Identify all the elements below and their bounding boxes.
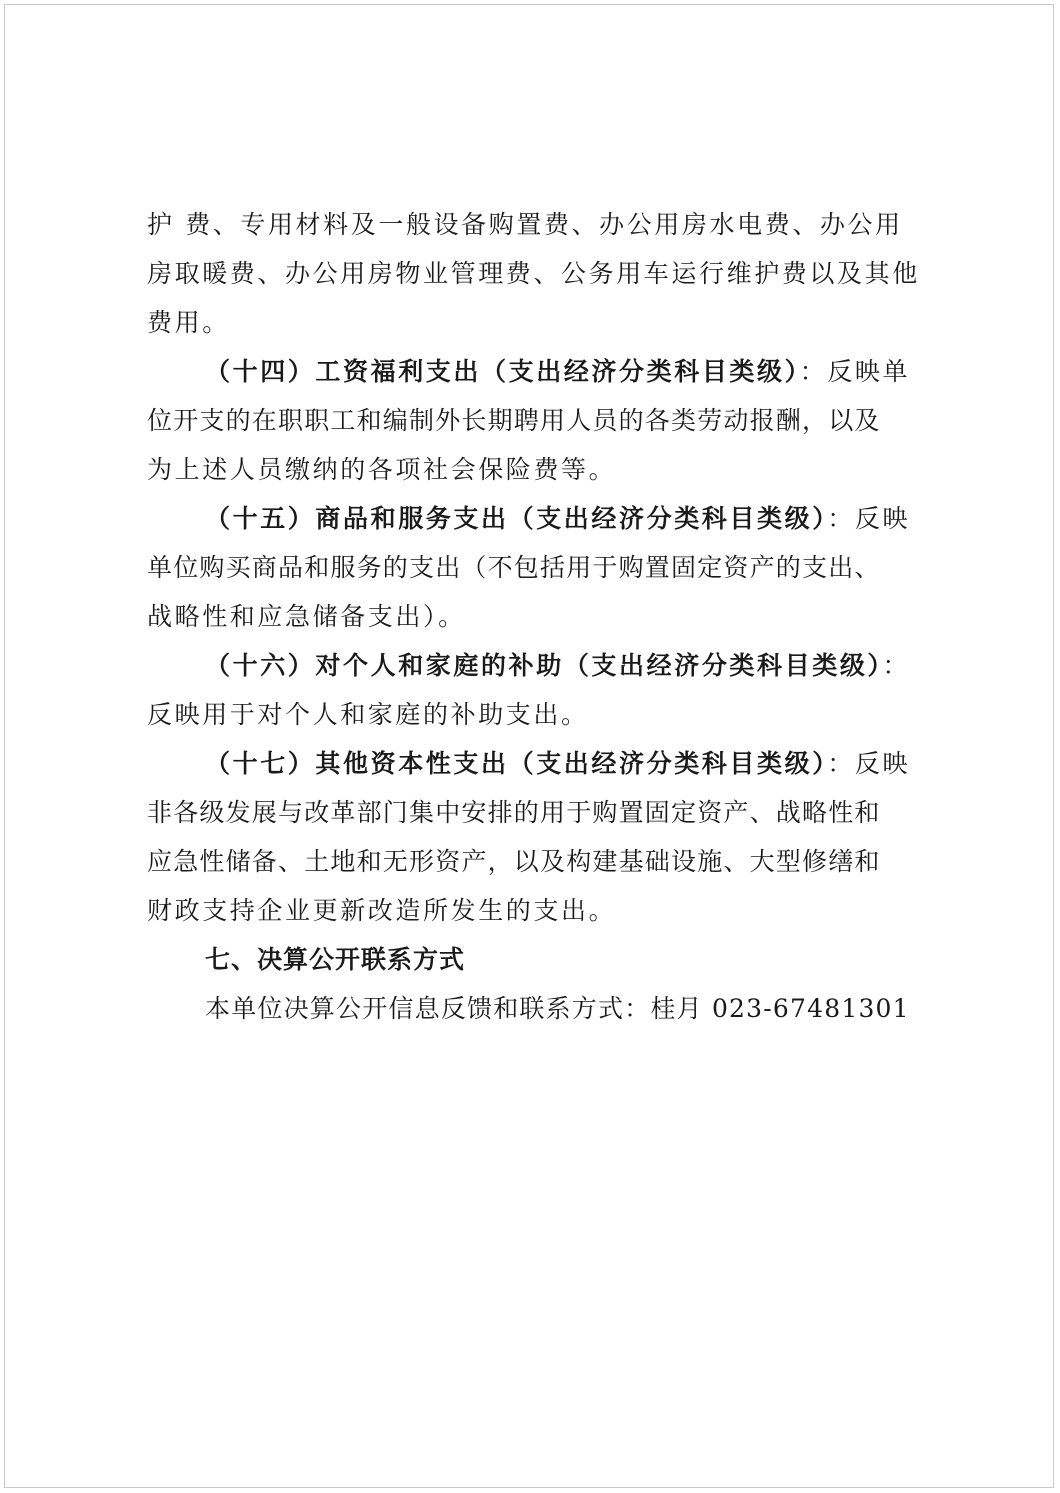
- section-16-rest: ：: [882, 651, 911, 680]
- section-15-rest: ：反映: [827, 504, 911, 533]
- section-16-tag: （支出经济分类科目类级）: [563, 651, 883, 680]
- paragraph-line: 战略性和应急储备支出）。: [147, 602, 466, 631]
- paragraph-line: 位开支的在职职工和编制外长期聘用人员的各类劳动报酬，以及: [147, 406, 881, 435]
- section-14-rest: ：反映单: [799, 357, 911, 386]
- section-17-first-line: [147, 739, 927, 788]
- contact-line: 本单位决算公开信息反馈和联系方式：桂月 023-67481301: [205, 994, 910, 1023]
- paragraph-line: 单位购买商品和服务的支出（不包括用于购置固定资产的支出、: [147, 553, 881, 582]
- section-7-heading: 七、决算公开联系方式: [205, 945, 466, 974]
- paragraph-line: 房取暖费、办公用房物业管理费、公务用车运行维护费以及其他: [147, 259, 920, 288]
- paragraph-line: 为上述人员缴纳的各项社会保险费等。: [147, 455, 617, 484]
- paragraph-line: 财政支持企业更新改造所发生的支出。: [147, 896, 617, 925]
- section-16-first-line: [147, 641, 927, 690]
- section-17-title: （十七）其他资本性支出: [205, 749, 509, 778]
- paragraph-line: 应急性储备、土地和无形资产，以及构建基础设施、大型修缮和: [147, 847, 881, 876]
- section-15-tag: （支出经济分类科目类级）: [508, 504, 828, 533]
- paragraph-line: 非各级发展与改革部门集中安排的用于购置固定资产、战略性和: [147, 798, 881, 827]
- section-15-first-line: [147, 494, 927, 543]
- section-14-tag: （支出经济分类科目类级）: [481, 357, 800, 386]
- section-17-tag: （支出经济分类科目类级）: [508, 749, 828, 778]
- section-17-rest: ：反映: [827, 749, 911, 778]
- document-page: [4, 4, 1054, 1488]
- section-14-first-line: [147, 347, 927, 396]
- paragraph-line: 护 费、专用材料及一般设备购置费、办公用房水电费、办公用: [147, 210, 903, 239]
- document-body: [147, 200, 927, 1033]
- paragraph-line: 反映用于对个人和家庭的补助支出。: [147, 700, 589, 729]
- section-15-title: （十五）商品和服务支出: [205, 504, 509, 533]
- section-16-title: （十六）对个人和家庭的补助: [205, 651, 564, 680]
- section-14-title: （十四）工资福利支出: [205, 357, 482, 386]
- paragraph-line: 费用。: [147, 308, 230, 337]
